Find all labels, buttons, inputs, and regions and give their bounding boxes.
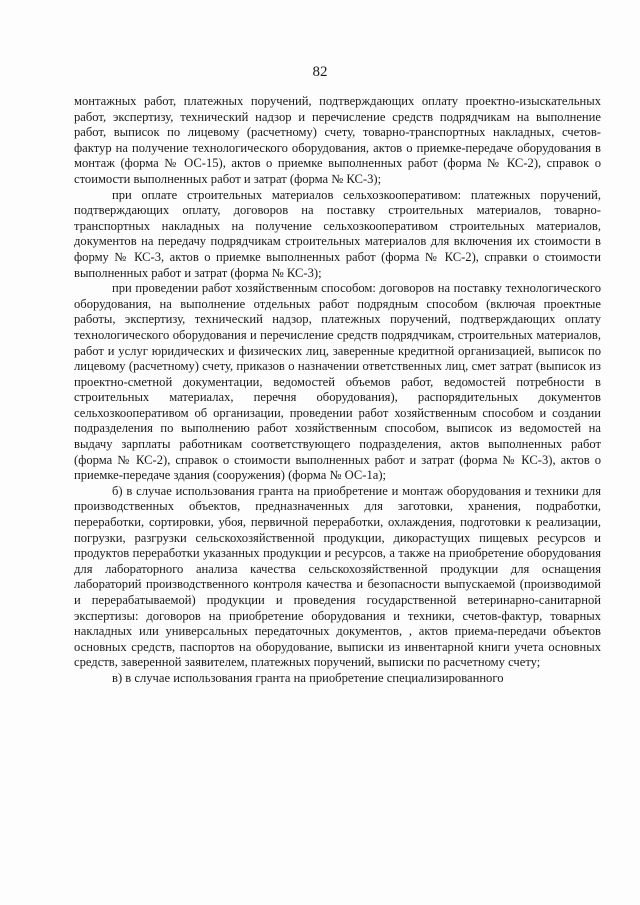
paragraph-building-materials: при оплате строительных материалов сельхозкооперативом: платежных поручений, подтверждающих оплату, договоров на поставку строительных материалов, товарно-транспортных накладных на получение сельхозкооперативом строительных материалов, документов на передачу подрядчикам строительных материалов для включения их стоимости в форму № КС-3, актов о приемке выполненных работ (форма № КС-2), справки о стоимости выполненных работ и затрат (форма № КС-3); xyxy=(74,187,601,280)
paragraph-item-b: б) в случае использования гранта на приобретение и монтаж оборудования и техники для производственных объектов, предназначенных для заготовки, хранения, подработки, переработки, сортировки, убоя, первичной переработки, охлаждения, подготовки к реализации, погрузки, разгрузки сельскохозяйственной продукции, дикорастущих пищевых ресурсов и продуктов переработки указанных продукции и ресурсов, а также на приобретение оборудования для лабораторного анализа качества сельскохозяйственной продукции для оснащения лабораторий производственного контроля качества и безопасности выпускаемой (производимой и перерабатываемой) продукции и проведения государственной ветеринарно-санитарной экспертизы: договоров на приобретение оборудования и техники, счетов-фактур, товарных накладных или универсальных передаточных документов, , актов приема-передачи объектов основных средств, паспортов на оборудование, выписки из инвентарной книги учета основных средств, заверенной заявителем, платежных поручений, выписки по расчетному счету; xyxy=(74,483,601,670)
paragraph-own-works: при проведении работ хозяйственным способом: договоров на поставку технологического оборудования, на выполнение отдельных работ подрядным способом (включая проектные работы, экспертизу, технический надзор, платежных поручений, подтверждающих оплату технологического оборудования и перечисление средств подрядчикам, строительных материалов, работ и услуг юридических и физических лиц, заверенные кредитной организацией, выписок по лицевому (расчетному) счету, приказов о назначении ответственных лиц, смет затрат (выписок из проектно-сметной документации, ведомостей объемов работ, ведомостей потребности в строительных материалах, перечня оборудования), распорядительных документов сельхозкооперативом об организации, проведении работ хозяйственным способом и создании подразделения по выполнению работ хозяйственным способом, выписок из ведомостей на выдачу зарплаты работникам соответствующего подразделения, актов выполненных работ (форма № КС-2), справок о стоимости выполненных работ и затрат (форма № КС-3), актов о приемке-передаче здания (сооружения) (форма № ОС-1а); xyxy=(74,281,601,483)
paragraph-item-v: в) в случае использования гранта на приобретение специализированного xyxy=(112,670,504,685)
document-body xyxy=(74,94,601,687)
page-number: 82 xyxy=(312,64,328,80)
paragraph-continuation: монтажных работ, платежных поручений, подтверждающих оплату проектно-изыскательных работ, экспертизу, технический надзор и перечисление средств подрядчикам на выполнение работ, выписок по лицевому (расчетному) счету, товарно-транспортных накладных, счетов-фактур на получение технологического оборудования, актов о приемке-передаче оборудования в монтаж (форма № ОС-15), актов о приемке выполненных работ (форма № КС-2), справок о стоимости выполненных работ и затрат (форма № КС-3); xyxy=(74,94,601,186)
